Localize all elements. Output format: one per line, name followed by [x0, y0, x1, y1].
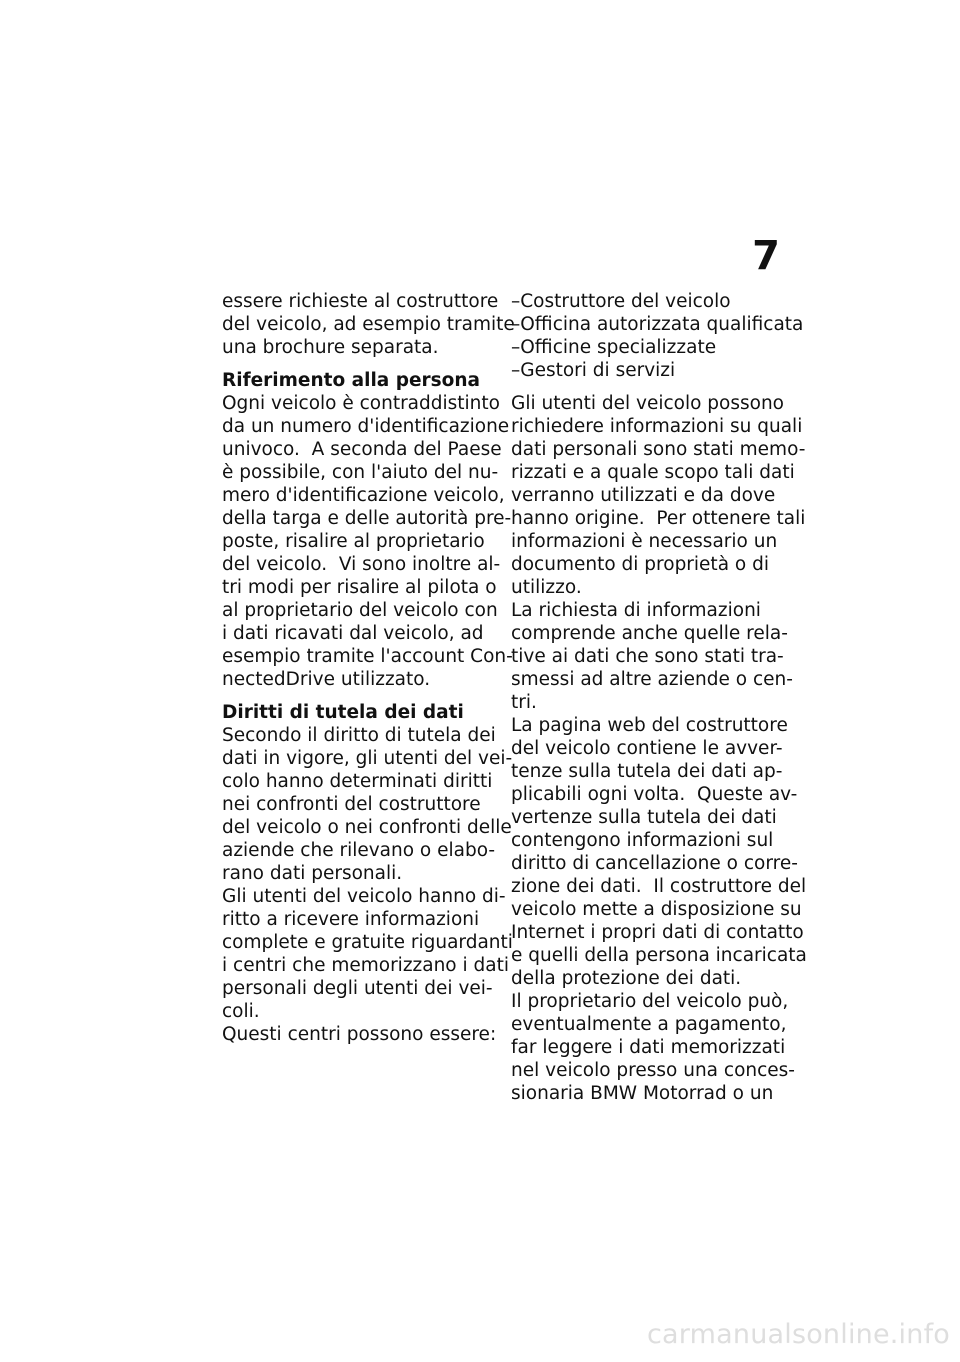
text-line: del veicolo, ad esempio tramite	[222, 314, 515, 335]
text-line: al proprietario del veicolo con	[222, 600, 498, 621]
text-line: far leggere i dati memorizzati	[511, 1037, 786, 1058]
text-line: del veicolo o nei confronti delle	[222, 817, 512, 838]
text-line: Questi centri possono essere:	[222, 1024, 497, 1045]
list-item: –Costruttore del veicolo	[511, 291, 731, 312]
text-line: è possibile, con l'aiuto del nu-	[222, 462, 499, 483]
text-line: coli.	[222, 1001, 260, 1022]
text-line: aziende che rilevano o elabo-	[222, 840, 496, 861]
page-number: 7	[752, 233, 780, 279]
text-line: nectedDrive utilizzato.	[222, 669, 431, 690]
text-line: ritto a ricevere informazioni	[222, 909, 480, 930]
section-heading-riferimento: Riferimento alla persona	[222, 370, 481, 391]
text-line: informazioni è necessario un	[511, 531, 778, 552]
text-line: smessi ad altre aziende o cen-	[511, 669, 793, 690]
section-paragraph-diritti	[222, 724, 513, 1046]
list-item: –Gestori di servizi	[511, 360, 676, 381]
text-line: tri.	[511, 692, 537, 713]
text-line: comprende anche quelle rela-	[511, 623, 788, 644]
text-line: e quelli della persona incaricata	[511, 945, 807, 966]
text-line: essere richieste al costruttore	[222, 291, 499, 312]
text-line: Secondo il diritto di tutela dei	[222, 725, 496, 746]
left-column	[222, 290, 515, 1046]
text-line: hanno origine. Per ottenere tali	[511, 508, 806, 529]
text-line: i centri che memorizzano i dati	[222, 955, 510, 976]
text-line: Gli utenti del veicolo hanno di-	[222, 886, 506, 907]
text-line: verranno utilizzati e da dove	[511, 485, 776, 506]
text-line: eventualmente a pagamento,	[511, 1014, 787, 1035]
section-paragraph-riferimento	[222, 392, 513, 691]
text-line: veicolo mette a disposizione su	[511, 899, 802, 920]
body-paragraph	[511, 392, 807, 1105]
text-line: dati personali sono stati memo-	[511, 439, 806, 460]
text-line: esempio tramite l'account Con-	[222, 646, 513, 667]
text-line: personali degli utenti dei vei-	[222, 978, 493, 999]
text-line: contengono informazioni sul	[511, 830, 774, 851]
text-line: tenze sulla tutela dei dati ap-	[511, 761, 783, 782]
text-line: da un numero d'identificazione	[222, 416, 510, 437]
text-line: vertenze sulla tutela dei dati	[511, 807, 777, 828]
text-line: nei confronti del costruttore	[222, 794, 481, 815]
center-list	[511, 290, 804, 382]
text-line: del veicolo. Vi sono inoltre al-	[222, 554, 501, 575]
text-line: tri modi per risalire al pilota o	[222, 577, 497, 598]
text-line: utilizzo.	[511, 577, 582, 598]
text-line: dati in vigore, gli utenti del vei-	[222, 748, 513, 769]
text-line: Gli utenti del veicolo possono	[511, 393, 785, 414]
list-item: –Officina autorizzata qualificata	[511, 314, 804, 335]
text-line: univoco. A seconda del Paese	[222, 439, 502, 460]
text-line: rizzati e a quale scopo tali dati	[511, 462, 795, 483]
text-line: mero d'identificazione veicolo,	[222, 485, 505, 506]
watermark: carmanualsonline.info	[647, 1319, 950, 1350]
text-line: Il proprietario del veicolo può,	[511, 991, 789, 1012]
text-line: poste, risalire al proprietario	[222, 531, 485, 552]
text-line: del veicolo contiene le avver-	[511, 738, 783, 759]
text-line: richiedere informazioni su quali	[511, 416, 803, 437]
text-line: La richiesta di informazioni	[511, 600, 761, 621]
right-column	[511, 290, 807, 1105]
text-line: complete e gratuite riguardanti	[222, 932, 513, 953]
text-line: una brochure separata.	[222, 337, 439, 358]
text-line: Ogni veicolo è contraddistinto	[222, 393, 500, 414]
text-line: rano dati personali.	[222, 863, 403, 884]
text-line: documento di proprietà o di	[511, 554, 769, 575]
text-line: nel veicolo presso una conces-	[511, 1060, 795, 1081]
text-line: colo hanno determinati diritti	[222, 771, 493, 792]
section-heading-diritti: Diritti di tutela dei dati	[222, 702, 464, 723]
text-line: La pagina web del costruttore	[511, 715, 788, 736]
intro-paragraph	[222, 290, 515, 359]
text-line: diritto di cancellazione o corre-	[511, 853, 798, 874]
list-item: –Officine specializzate	[511, 337, 717, 358]
text-line: plicabili ogni volta. Queste av-	[511, 784, 798, 805]
text-line: sionaria BMW Motorrad o un	[511, 1083, 774, 1104]
text-line: della targa e delle autorità pre-	[222, 508, 512, 529]
text-line: della protezione dei dati.	[511, 968, 742, 989]
text-line: zione dei dati. Il costruttore del	[511, 876, 807, 897]
text-line: tive ai dati che sono stati tra-	[511, 646, 784, 667]
text-line: i dati ricavati dal veicolo, ad	[222, 623, 484, 644]
text-line: Internet i propri dati di contatto	[511, 922, 804, 943]
